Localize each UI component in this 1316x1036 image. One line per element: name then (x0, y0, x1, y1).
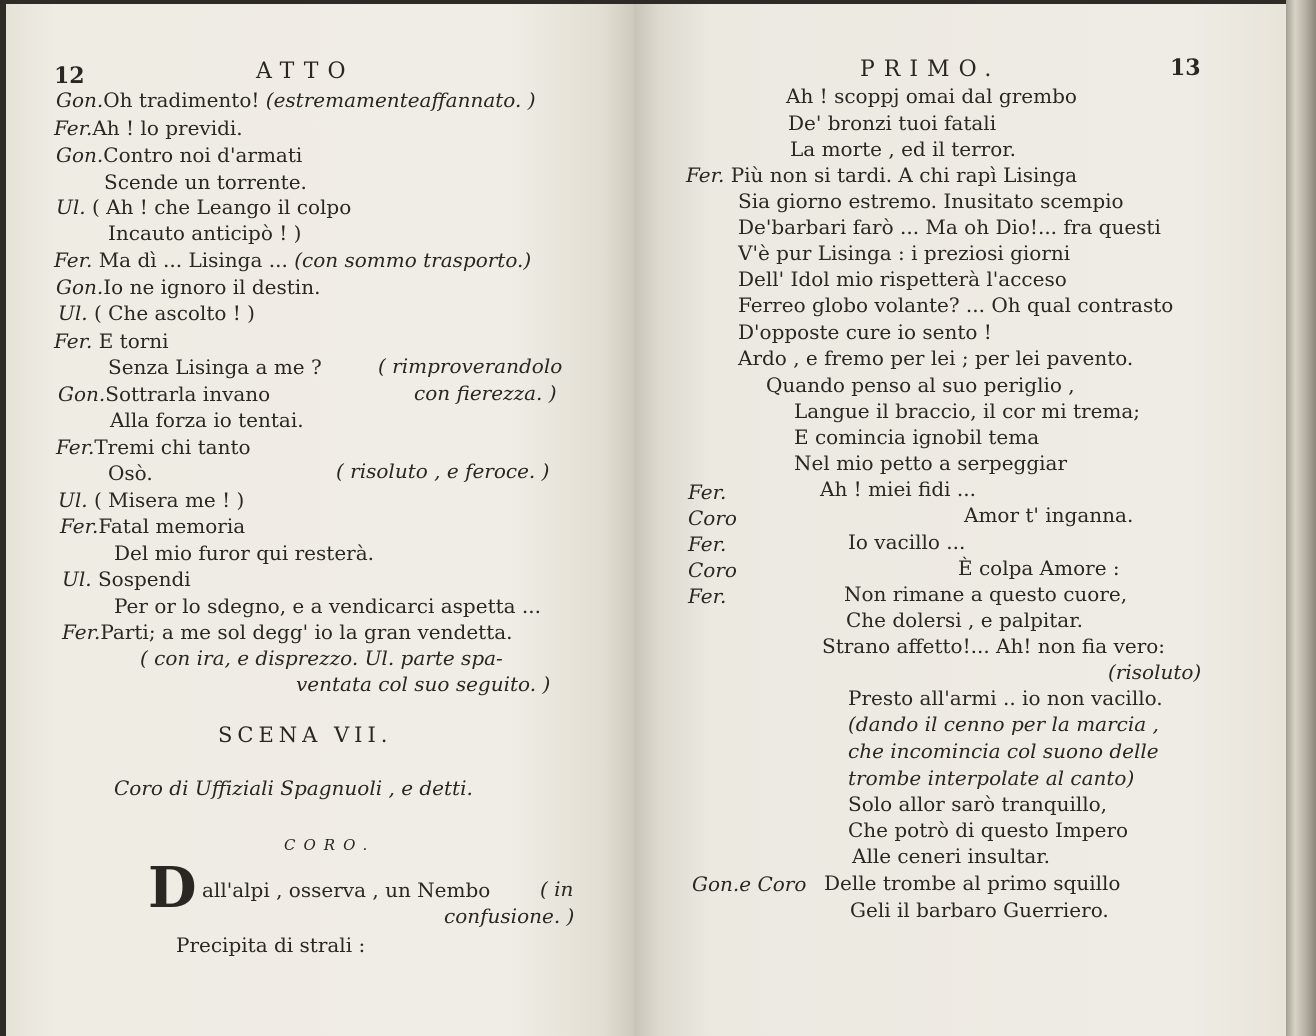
text-line: Osò. (108, 461, 153, 485)
text-line: Gon.Oh tradimento! (estremamenteaffannato. ) (56, 88, 536, 112)
stage-direction: confusione. ) (444, 904, 575, 928)
speaker-label: Fer. (688, 480, 727, 504)
left-page (6, 4, 634, 1036)
text-line: Ferreo globo volante? ... Oh qual contrasto (738, 293, 1174, 317)
stage-direction: (risoluto) (1108, 660, 1202, 684)
page-number: 13 (1170, 55, 1201, 81)
text-line: La morte , ed il terror. (790, 137, 1016, 161)
text-line: Per or lo sdegno, e a vendicarci aspetta ... (114, 594, 541, 618)
book-edge (1286, 0, 1316, 1036)
text-line: Fer.Ah ! lo previdi. (54, 116, 243, 140)
running-head: ATTO (256, 59, 355, 84)
text-line: Ul. ( Misera me ! ) (58, 488, 245, 512)
text-line: Ah ! scoppj omai dal grembo (786, 84, 1077, 108)
text-line: De' bronzi tuoi fatali (788, 111, 997, 135)
text-line: Del mio furor qui resterà. (114, 541, 374, 565)
text-line: Alla forza io tentai. (110, 408, 304, 432)
text-line: Presto all'armi .. io non vacillo. (848, 686, 1163, 710)
text-line: Geli il barbaro Guerriero. (850, 898, 1109, 922)
text-line: Gon.Contro noi d'armati (56, 143, 303, 167)
right-page (634, 4, 1286, 1036)
text-line: Sia giorno estremo. Inusitato scempio (738, 189, 1124, 213)
text-line: all'alpi , osserva , un Nembo (202, 878, 491, 902)
stage-direction: trombe interpolate al canto) (848, 766, 1135, 790)
stage-direction: che incomincia col suono delle (848, 739, 1159, 763)
text-line: Che dolersi , e palpitar. (846, 608, 1083, 632)
page-number: 12 (54, 63, 85, 89)
text-line: Strano affetto!... Ah! non fia vero: (822, 634, 1166, 658)
running-head: PRIMO. (860, 57, 1001, 82)
text-line: Dell' Idol mio rispetterà l'acceso (738, 267, 1067, 291)
text-line: Nel mio petto a serpeggiar (794, 451, 1068, 475)
text-line: Fer.Parti; a me sol degg' io la gran vendetta. (62, 620, 513, 644)
text-line: Senza Lisinga a me ? (108, 355, 322, 379)
coro-heading: CORO. (284, 836, 376, 854)
text-line: Incauto anticipò ! ) (108, 221, 302, 245)
text-line: Langue il braccio, il cor mi trema; (794, 399, 1141, 423)
text-line: Ul. ( Che ascolto ! ) (58, 301, 255, 325)
stage-direction: con fierezza. ) (414, 381, 557, 405)
text-line: Ul. Sospendi (62, 567, 191, 591)
text-line: D'opposte cure io sento ! (738, 320, 992, 344)
stage-direction: ( rimproverandolo (378, 354, 563, 378)
stage-direction: (dando il cenno per la marcia , (848, 712, 1159, 736)
scene-title: SCENA VII. (218, 723, 393, 747)
text-line: È colpa Amore : (958, 556, 1120, 580)
speaker-label: Coro (688, 558, 737, 582)
speaker-label: Coro (688, 506, 737, 530)
speaker-label: Fer. (688, 584, 727, 608)
text-line: Gon.Sottrarla invano (58, 382, 271, 406)
text-line: Precipita di strali : (176, 933, 366, 957)
text-line: Fer. Ma dì ... Lisinga ... (con sommo trasporto.) (54, 248, 532, 272)
scene-subtitle: Coro di Uffiziali Spagnuoli , e detti. (114, 776, 473, 800)
text-line: Gon.Io ne ignoro il destin. (56, 275, 321, 299)
text-line: Scende un torrente. (104, 170, 307, 194)
text-line: Amor t' inganna. (964, 503, 1134, 527)
stage-direction: ( risoluto , e feroce. ) (336, 459, 550, 483)
text-line: V'è pur Lisinga : i preziosi giorni (738, 241, 1071, 265)
text-line: Che potrò di questo Impero (848, 818, 1129, 842)
text-line: Fer. E torni (54, 329, 169, 353)
text-line: Solo allor sarò tranquillo, (848, 792, 1108, 816)
text-line: Io vacillo ... (848, 530, 966, 554)
speaker-label: Gon.e Coro (692, 872, 807, 896)
text-line: Fer.Tremi chi tanto (56, 435, 251, 459)
stage-direction: ( con ira, e disprezzo. Ul. parte spa- (140, 646, 503, 670)
text-line: Quando penso al suo periglio , (766, 373, 1075, 397)
text-line: Fer. Più non si tardi. A chi rapì Lisinga (686, 163, 1078, 187)
drop-cap: D (148, 855, 197, 921)
text-line: De'barbari farò ... Ma oh Dio!... fra questi (738, 215, 1161, 239)
text-line: Alle ceneri insultar. (852, 844, 1050, 868)
text-line: Ah ! miei fidi ... (820, 477, 976, 501)
text-line: Fer.Fatal memoria (60, 514, 246, 538)
stage-direction: ventata col suo seguito. ) (296, 672, 551, 696)
text-line: Ul. ( Ah ! che Leango il colpo (56, 195, 352, 219)
stage-direction: ( in (540, 877, 574, 901)
text-line: Delle trombe al primo squillo (824, 871, 1121, 895)
text-line: Ardo , e fremo per lei ; per lei pavento. (738, 346, 1134, 370)
text-line: E comincia ignobil tema (794, 425, 1040, 449)
text-line: Non rimane a questo cuore, (844, 582, 1128, 606)
speaker-label: Fer. (688, 532, 727, 556)
